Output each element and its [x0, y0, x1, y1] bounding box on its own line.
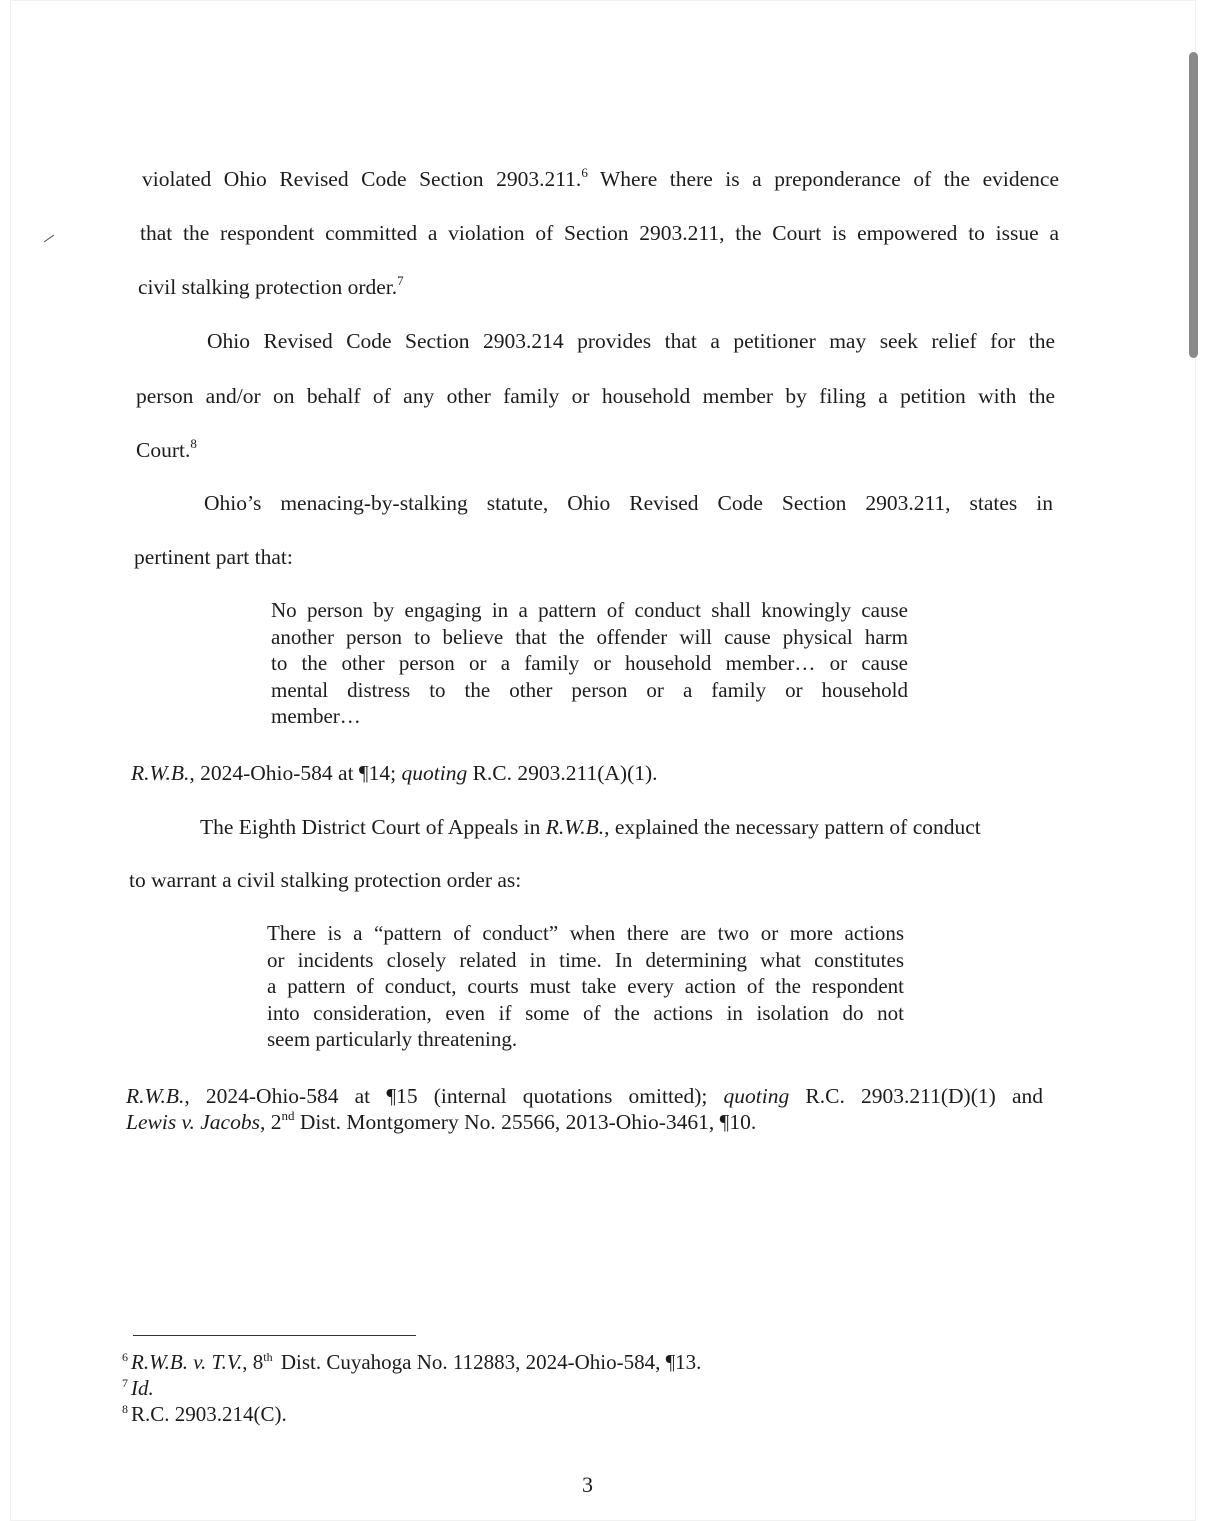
- stray-pen-mark: [44, 235, 54, 243]
- footnote-separator: [133, 1335, 416, 1336]
- citation-2-line-2: Lewis v. Jacobs, 2nd Dist. Montgomery No. 25566, 2013-Ohio-3461, ¶10.: [126, 1108, 757, 1134]
- footnote-ref-6[interactable]: 6: [581, 165, 588, 180]
- paragraph-3-line-2: pertinent part that:: [134, 545, 293, 569]
- quote-line: mental distress to the other person or a family or household: [271, 677, 908, 702]
- paragraph-1-line-1: violated Ohio Revised Code Section 2903.211.$^6$ Where there is a preponderance of the evidence: [142, 165, 1059, 191]
- paragraph-2-line-3: Court.$^8$: [136, 436, 197, 462]
- block-quote-pattern: [267, 920, 904, 1053]
- quote-line: seem particularly threatening.: [267, 1027, 518, 1051]
- quote-line: into consideration, even if some of the actions in isolation do not: [267, 1000, 904, 1025]
- paragraph-4-line-2: to warrant a civil stalking protection order as:: [129, 868, 522, 892]
- paragraph-4-line-1: The Eighth District Court of Appeals in R.W.B., explained the necessary pattern of conduct: [200, 815, 981, 839]
- page-number: 3: [582, 1472, 593, 1497]
- quote-line: a pattern of conduct, courts must take every action of the respondent: [267, 974, 904, 998]
- footnote-7: $^7$ Id.: [122, 1376, 154, 1400]
- quote-line: member…: [271, 704, 361, 728]
- footnote-ref-8[interactable]: 8: [190, 436, 197, 451]
- paragraph-2-line-2: person and/or on behalf of any other family or household member by filing a petition with the: [136, 384, 1055, 408]
- document-page: [10, 0, 1196, 1521]
- paragraph-1-line-3: civil stalking protection order.$^7$: [138, 273, 404, 299]
- paragraph-1-line-2: that the respondent committed a violation of Section 2903.211, the Court is empowered to issue a: [140, 221, 1059, 245]
- quote-line: No person by engaging in a pattern of conduct shall knowingly cause: [271, 598, 908, 622]
- block-quote-statute: [271, 597, 908, 730]
- quote-line: There is a “pattern of conduct” when there are two or more actions: [267, 921, 904, 945]
- quote-line: another person to believe that the offender will cause physical harm: [271, 624, 908, 649]
- paragraph-2-line-1: Ohio Revised Code Section 2903.214 provides that a petitioner may seek relief for the: [207, 329, 1055, 353]
- citation-2-line-1: R.W.B., 2024-Ohio-584 at ¶15 (internal quotations omitted); quoting R.C. 2903.211(D)(1) and: [126, 1084, 1043, 1108]
- footnote-6: $^6$ R.W.B. v. T.V., 8th Dist. Cuyahoga No. 112883, 2024-Ohio-584, ¶13.: [122, 1350, 702, 1374]
- citation-1: R.W.B., 2024-Ohio-584 at ¶14; quoting R.C. 2903.211(A)(1).: [131, 761, 658, 785]
- footnote-8: $^8$ R.C. 2903.214(C).: [122, 1402, 287, 1426]
- vertical-scrollbar[interactable]: [1189, 52, 1198, 358]
- quote-line: or incidents closely related in time. In determining what constitutes: [267, 947, 904, 972]
- paragraph-3-line-1: Ohio’s menacing-by-stalking statute, Ohio Revised Code Section 2903.211, states in: [204, 491, 1053, 515]
- quote-line: to the other person or a family or household member… or cause: [271, 651, 908, 675]
- footnote-ref-7[interactable]: 7: [397, 273, 404, 288]
